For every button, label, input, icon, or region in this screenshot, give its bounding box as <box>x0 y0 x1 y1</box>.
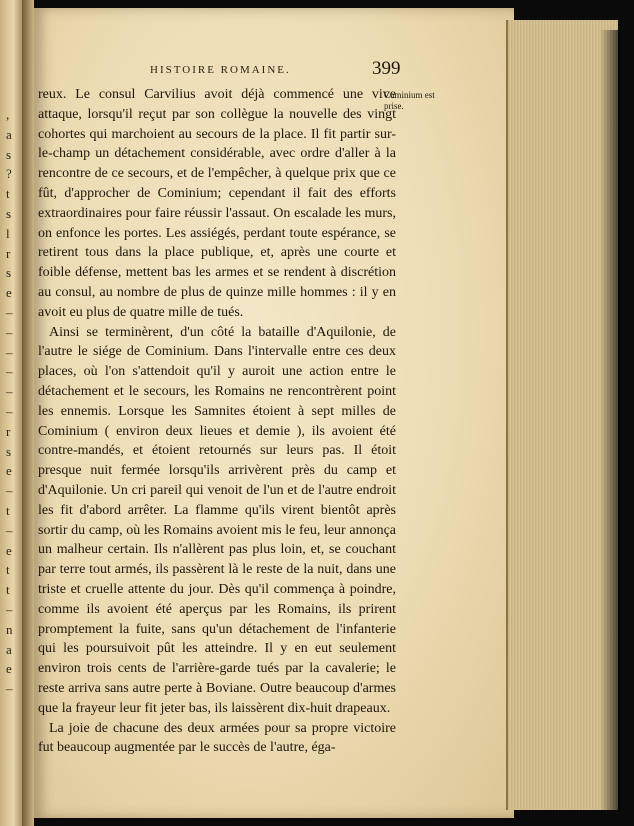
page-body <box>38 85 396 758</box>
facing-page-glyph: – <box>6 404 13 419</box>
page-number: 399 <box>372 58 401 79</box>
facing-page-glyph: e <box>6 463 12 479</box>
facing-page-glyph: – <box>6 305 13 320</box>
facing-page-glyph: n <box>6 621 13 637</box>
facing-page-glyph: – <box>6 522 13 538</box>
facing-page-glyph: a <box>6 641 12 657</box>
facing-page-glyph: e <box>6 661 12 677</box>
facing-page-glyph: – <box>6 344 13 360</box>
facing-page-glyph: l <box>6 225 10 241</box>
edge-shadow <box>600 30 620 810</box>
facing-page-glyph: – <box>6 602 13 617</box>
facing-page-glyph: s <box>6 206 12 221</box>
facing-page-glyph: – <box>6 364 13 380</box>
facing-page-glyph: s <box>6 265 12 281</box>
facing-page-glyph: a <box>6 126 12 142</box>
paragraph-1: reux. Le consul Carvilius avoit déjà commencé une vive attaque, lorsqu'il reçut par son collègue la nouvelle des vingt cohortes qui marchoient au secours de la place. Il fit partir sur-le-champ un détachement considérable, avec ordre d'aller à la rencontre de ce secours, et de l'empêcher, à quelque prix que ce fût, d'approcher de Cominium; cependant il fait des efforts extraordinaires pour faire réussir l'assaut. On escalade les murs, on enfonce les portes. Les assiégés, perdant toute espérance, se retirent tous dans la place publique, et, après une courte et foible défense, mettent bas les armes et se rendent à discrétion au consul, au nombre de plus de quinze mille hommes : il y en avoit eu plus de quatre mille de tués. <box>38 87 396 320</box>
paragraph-3: La joie de chacune des deux armées pour sa propre victoire fut beaucoup augmentée par le succès de l'autre, éga- <box>38 720 396 756</box>
facing-page-glyph: s <box>6 443 12 459</box>
facing-page-glyph: t <box>6 503 10 518</box>
facing-page-glyph: – <box>6 681 13 697</box>
facing-page-edge <box>0 0 22 826</box>
facing-page-glyph: t <box>6 186 10 202</box>
facing-page-glyph: – <box>6 483 13 499</box>
facing-page-glyph: t <box>6 562 10 578</box>
facing-page-glyph: e <box>6 285 12 301</box>
paragraph-2: Ainsi se terminèrent, d'un côté la bataille d'Aquilonie, de l'autre le siége de Cominium. Dans l'intervalle entre ces deux places, où l'on s'attendoit qu'il y auroit une action entre le détachement et le secours, les Romains ne rencontrèrent point les ennemis. Lorsque les Samnites étoient à sept milles de Cominium ( environ deux lieues et demie ), ils avoient été contre-mandés, et étoient retournés sur leurs pas. Il étoit presque nuit fermée lorsqu'ils arrivèrent près du camp et d'Aquilonie. Un cri pareil qui venoit de l'un et de l'autre endroit les fit d'abord arrêter. La flamme qu'ils virent bientôt après sortir du camp, où les Romains avoient mis le feu, leur annonça un malheur certain. Ils n'allèrent pas plus loin, et, se couchant par terre tout armés, ils passèrent là le reste de la nuit, dans une triste et cruelle attente du jour. Dès qu'il commença à poindre, comme ils avoient été aperçus par les Romains, ils prirent promptement la fuite, sans qu'un détachement de l'infanterie qui les poursuivoit pût les atteindre. Il y en eut seulement environ trois cents de l'arrière-garde tués par la cavalerie; le reste arriva sans autre perte à Boviane. Outre beaucoup d'armes que la frayeur leur fit jeter bas, ils laissèrent dix-huit drapeaux. <box>38 324 396 716</box>
margin-note: Cominium est prise. <box>384 90 435 111</box>
facing-page-glyph: – <box>6 384 13 400</box>
facing-page-glyph: e <box>6 542 12 558</box>
facing-page-glyph: – <box>6 324 13 340</box>
facing-page-glyph: r <box>6 245 11 261</box>
facing-page-glyph: ? <box>6 166 12 182</box>
facing-page-glyph: s <box>6 146 12 162</box>
book-gutter <box>22 0 34 826</box>
facing-page-glyph: r <box>6 423 11 439</box>
facing-page-glyph: , <box>6 107 10 122</box>
running-title: HISTOIRE ROMAINE. <box>150 64 291 76</box>
facing-page-glyph: t <box>6 582 10 598</box>
